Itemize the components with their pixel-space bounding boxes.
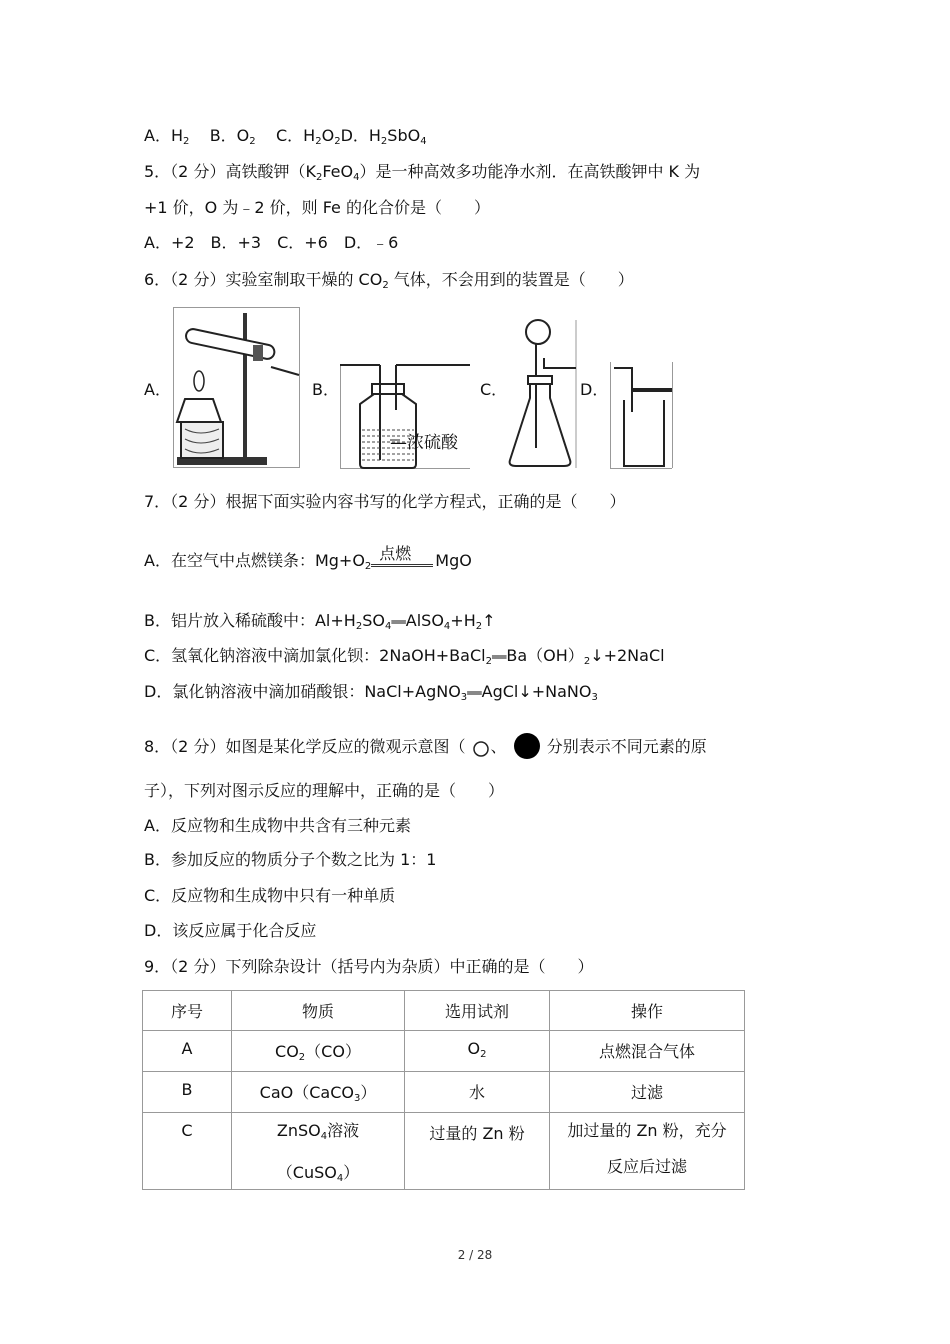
white-atom-icon <box>471 738 491 758</box>
apparatus-d-gas-jar <box>610 362 674 470</box>
row-a-reagent: $O_2$ <box>405 1031 550 1072</box>
q8-option-b: B．参加反应的物质分子个数之比为 1：1 <box>144 850 437 869</box>
apparatus-b-wash-bottle <box>340 360 472 470</box>
row-b-reagent: 水 <box>405 1072 550 1113</box>
acid-label: —浓硫酸 <box>390 433 458 453</box>
q5-stem-line2: +1 价，O 为﹣2 价，则 Fe 的化合价是（ ） <box>144 198 490 217</box>
apparatus-c-flask <box>508 318 580 470</box>
q8-stem: 8．（2 分）如图是某化学反应的微观示意图（ 、 分别表示不同元素的原 <box>144 731 707 761</box>
row-c-reagent: 过量的 Zn 粉 <box>405 1113 550 1190</box>
row-b-id: B <box>143 1072 232 1113</box>
q9-stem: 9．（2 分）下列除杂设计（括号内为杂质）中正确的是（ ） <box>144 957 594 976</box>
row-c-id: C <box>143 1113 232 1190</box>
q6-label-b: B． <box>312 380 339 399</box>
q7-option-a: A．在空气中点燃镁条：$Mg+O_2$ 点燃 MgO <box>144 544 472 572</box>
q4-options: A．$H_2$ B．$O_2$ C．$H_2O_2D$．$H_2SbO_4$ <box>144 126 427 147</box>
table-row <box>143 1031 745 1072</box>
black-atom-icon <box>512 731 542 761</box>
q6-label-c: C． <box>480 380 508 399</box>
row-a-operation: 点燃混合气体 <box>550 1031 745 1072</box>
apparatus-a-heating <box>173 307 301 469</box>
q7-option-b: B．铝片放入稀硫酸中：$Al+H_2SO_4══AlSO_4+H_2↑$ <box>144 611 496 632</box>
header-substance: 物质 <box>232 991 405 1031</box>
header-reagent: 选用试剂 <box>405 991 550 1031</box>
purification-table <box>142 990 745 1190</box>
q6-label-a: A． <box>144 380 171 399</box>
q8-stem-line2: 子），下列对图示反应的理解中，正确的是（ ） <box>144 781 505 800</box>
q8-option-a: A．反应物和生成物中共含有三种元素 <box>144 816 411 835</box>
row-b-substance: CaO（CaCO$_3$） <box>232 1072 405 1113</box>
table-header-row <box>143 991 745 1031</box>
row-a-id: A <box>143 1031 232 1072</box>
q8-option-c: C．反应物和生成物中只有一种单质 <box>144 886 396 905</box>
table-row <box>143 1072 745 1113</box>
row-b-operation: 过滤 <box>550 1072 745 1113</box>
row-c-substance: ZnSO$_4$溶液 （CuSO$_4$） <box>232 1113 405 1190</box>
table-row <box>143 1113 745 1190</box>
q7-option-c: C．氢氧化钠溶液中滴加氯化钡：$2NaOH+BaCl_2══Ba(OH)_2↓+2NaCl$ <box>144 646 665 667</box>
row-a-substance: $CO_2(CO)$ <box>232 1031 405 1072</box>
q8-option-d: D．该反应属于化合反应 <box>144 921 317 940</box>
header-operation: 操作 <box>550 991 745 1031</box>
q6-stem: 6．（2 分）实验室制取干燥的 $CO_2$ 气体，不会用到的装置是（ ） <box>144 270 634 291</box>
q6-label-d: D． <box>580 380 609 399</box>
q7-stem: 7．（2 分）根据下面实验内容书写的化学方程式，正确的是（ ） <box>144 492 626 511</box>
q5-options: A．+2 B．+3 C．+6 D．﹣6 <box>144 233 399 252</box>
row-c-operation: 加过量的 Zn 粉，充分 反应后过滤 <box>550 1113 745 1190</box>
q5-stem: 5．（2 分）高铁酸钾$(K_2FeO_4)$是一种高效多功能净水剂．在高铁酸钾中 K 为 <box>144 162 701 183</box>
header-id: 序号 <box>143 991 232 1031</box>
q7-option-d: D．氯化钠溶液中滴加硝酸银：NaCl+AgNO$_3$══AgCl↓+NaNO$_3$ <box>144 682 598 703</box>
page-number: 2 / 28 <box>457 1248 493 1262</box>
